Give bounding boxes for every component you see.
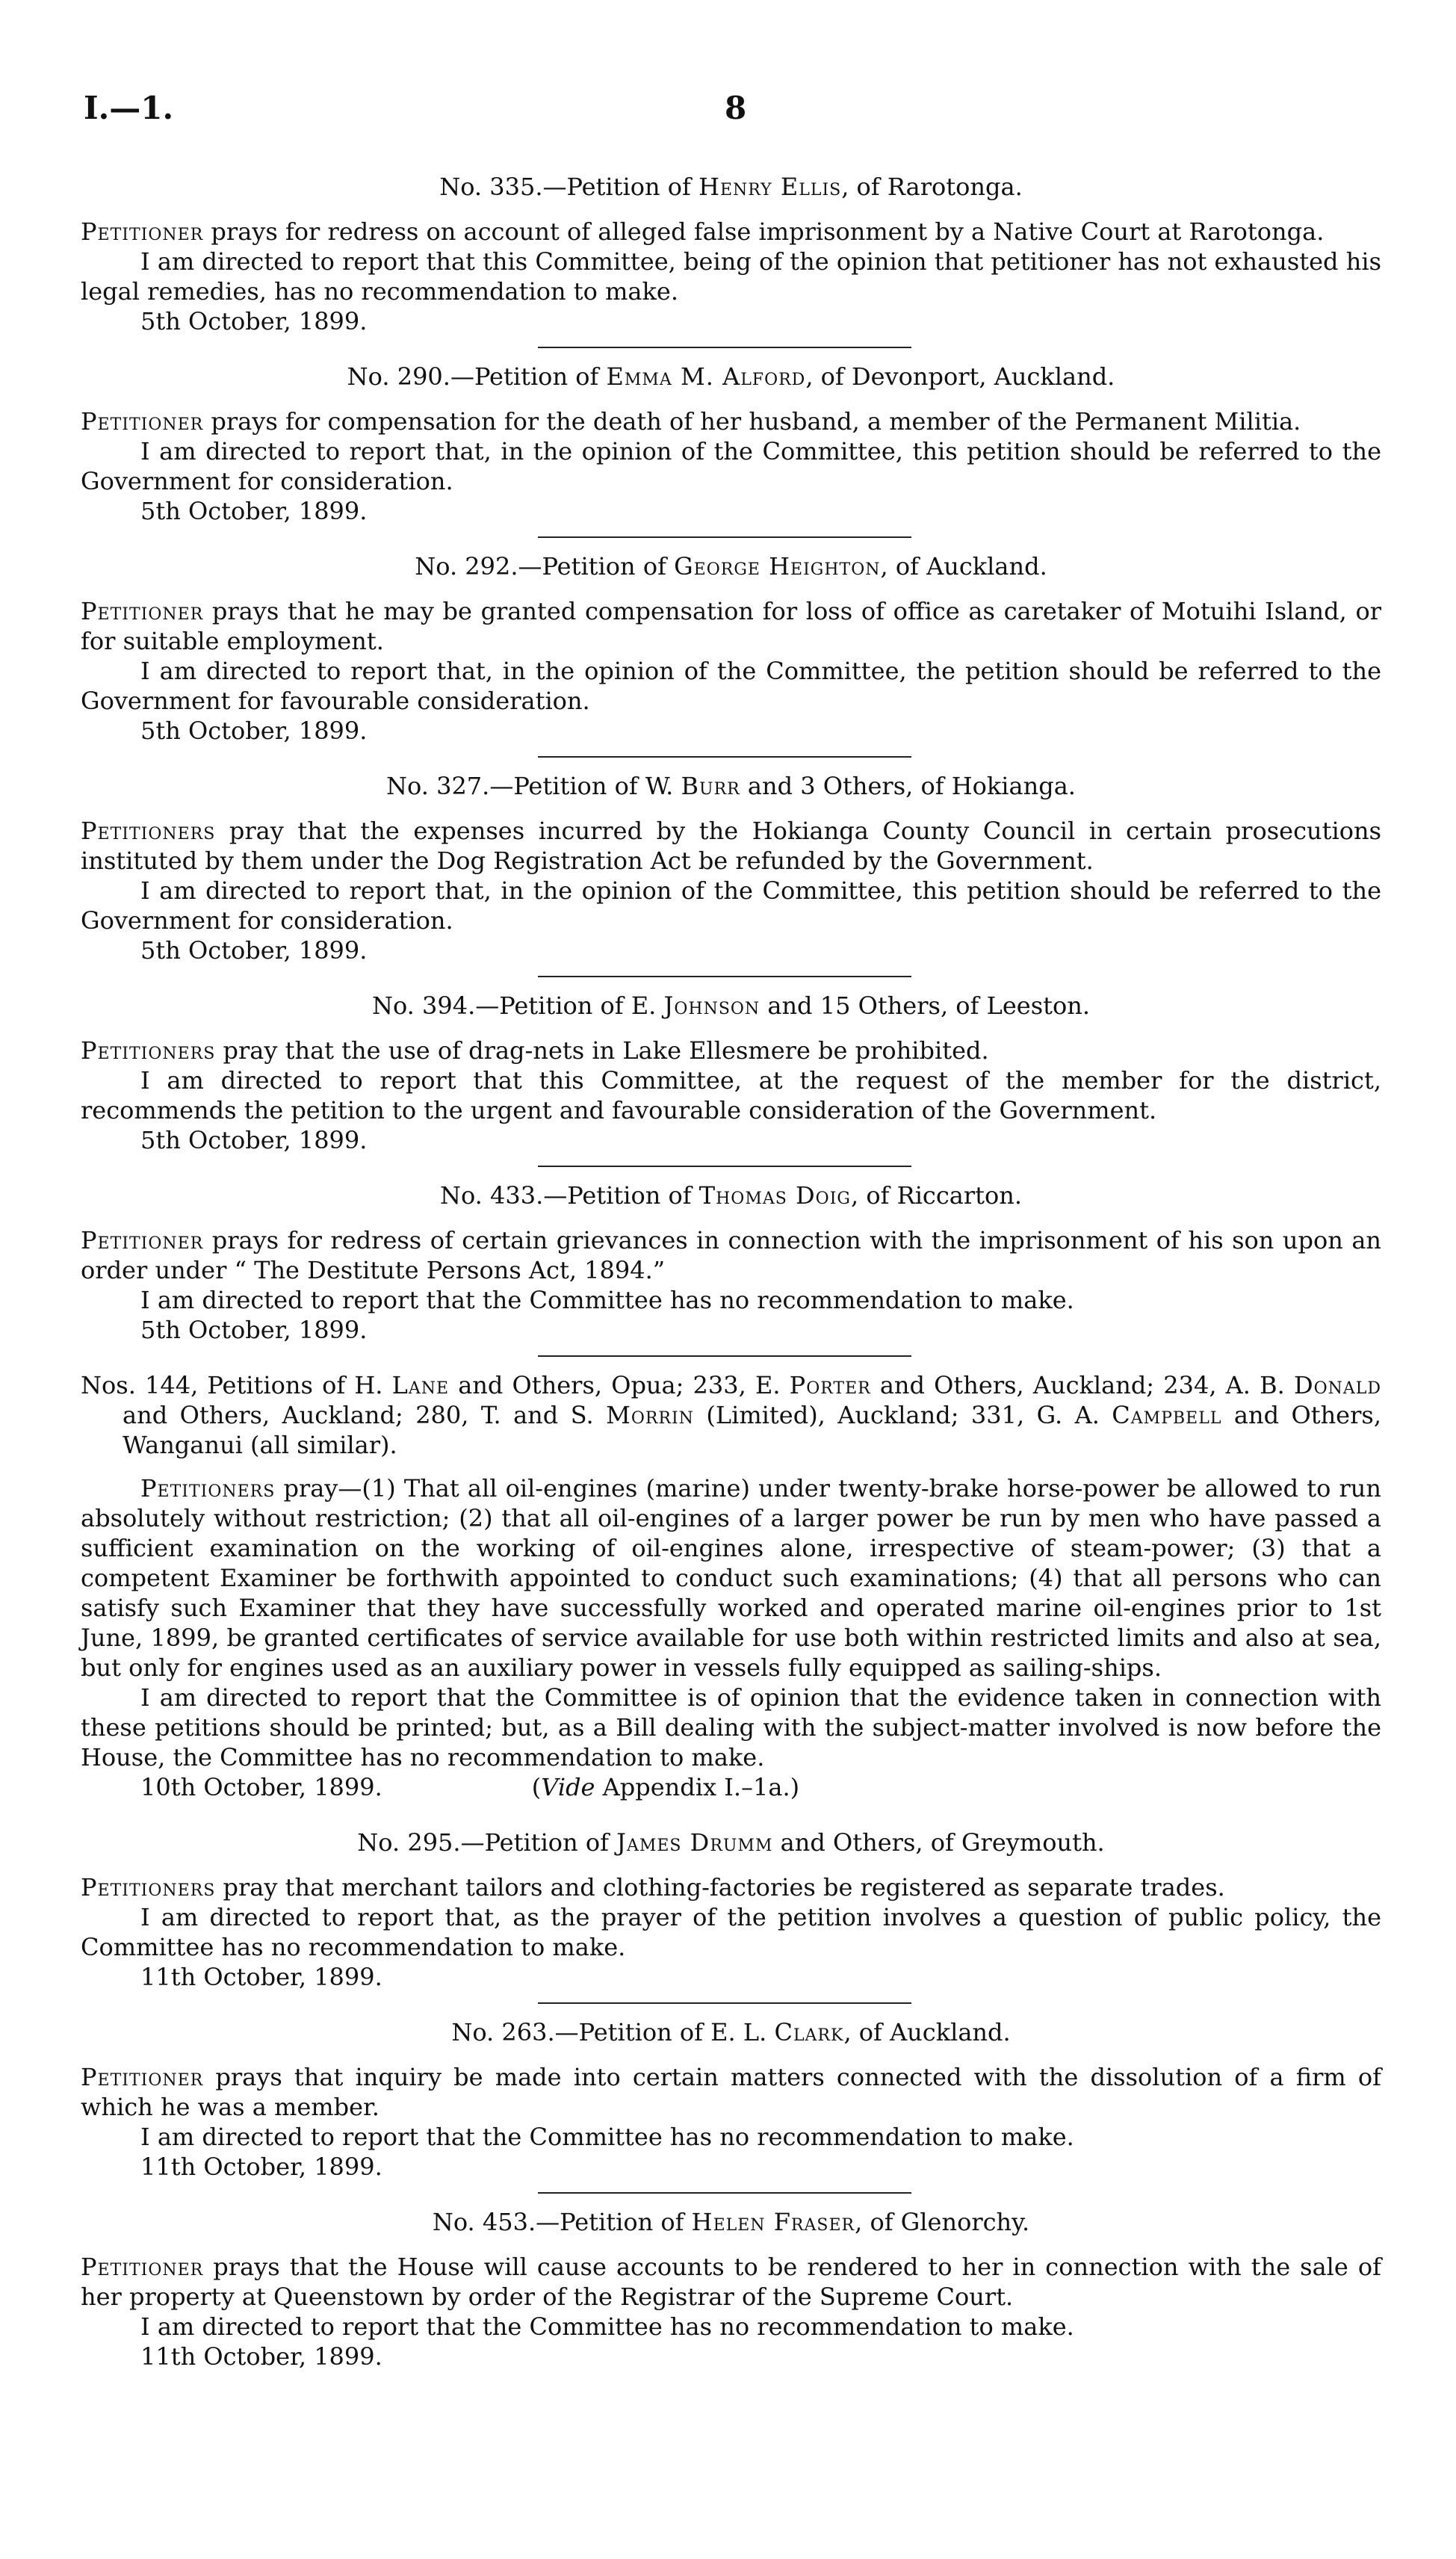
prayer-text: prays that he may be granted compensation for loss of office as caretaker of Motuihi Island, or for suitable employment.	[81, 597, 1381, 655]
page-header	[81, 90, 1381, 134]
petition-report: I am directed to report that, in the opinion of the Committee, this petition should be referred to the Government for consideration.	[81, 876, 1381, 935]
petition	[81, 1181, 1381, 1357]
heading-suffix: and 3 Others, of Hokianga.	[740, 772, 1076, 800]
petitioner-lead: Petitioner	[81, 2253, 204, 2281]
heading-prefix: No. 394.—Petition of E.	[371, 991, 664, 1020]
petition-date: 11th October, 1899.	[140, 2153, 382, 2181]
prayer-text: prays that inquiry be made into certain matters connected with the dissolution of a firm of which he was a member.	[81, 2063, 1381, 2121]
petitions-section-1	[81, 172, 1381, 1357]
petition	[81, 172, 1381, 348]
heading-prefix: No. 290.—Petition of	[347, 362, 607, 391]
petitioner-name: Henry Ellis	[698, 173, 842, 201]
prayer-text: pray that merchant tailors and clothing-factories be registered as separate trades.	[215, 1873, 1225, 1902]
heading-suffix: , of Auckland.	[880, 552, 1047, 581]
petitioner-lead: Petitioner	[81, 217, 204, 246]
prayer-text: prays for redress of certain grievances in connection with the imprisonment of his son upon an order under “ The Destitute Persons Act, 1894.”	[81, 1226, 1381, 1284]
petition-date: 11th October, 1899.	[140, 1963, 382, 1991]
prayer-text: prays for compensation for the death of her husband, a member of the Permanent Militia.	[203, 407, 1301, 436]
petitioner-name: Johnson	[663, 991, 760, 1020]
petition-report: I am directed to report that the Committee has no recommendation to make.	[140, 2123, 1074, 2151]
vide-open: (	[531, 1773, 542, 1801]
petition-report: I am directed to report that, in the opinion of the Committee, the petition should be referred to the Government for favourable consideration.	[81, 657, 1381, 715]
petition-prayer	[81, 1036, 1381, 1065]
petition-report: I am directed to report that, as the prayer of the petition involves a question of public policy, the Committee has no recommendation to make.	[81, 1903, 1381, 1961]
petition-date: 5th October, 1899.	[140, 936, 368, 965]
heading-text: (Limited), Auckland; 331, G. A.	[693, 1401, 1112, 1429]
prayer-text: prays for redress on account of alleged false imprisonment by a Native Court at Rarotonga.	[203, 217, 1325, 246]
petition	[81, 362, 1381, 538]
petition-report: I am directed to report that this Committee, being of the opinion that petitioner has not exhausted his legal remedies, has no recommendation to make.	[81, 247, 1381, 306]
petitioner-name: Donald	[1293, 1371, 1382, 1399]
section-divider	[538, 536, 911, 538]
petitioner-name: Emma M. Alford	[606, 362, 806, 391]
petition-date: 5th October, 1899.	[140, 1316, 368, 1344]
petitioner-name: George Heighton	[674, 552, 881, 581]
prayer-text: pray that the use of drag-nets in Lake Ellesmere be prohibited.	[215, 1036, 989, 1065]
petitioner-lead: Petitioner	[81, 597, 204, 625]
petition-heading	[81, 551, 1381, 581]
petition-heading	[81, 771, 1381, 801]
petition-prayer	[81, 596, 1381, 656]
petitioner-lead: Petitioner	[81, 1226, 204, 1254]
prayer-text: pray that the expenses incurred by the Hokianga County Council in certain prosecutions instituted by them under the Dog Registration Act be refunded by the Government.	[81, 817, 1381, 875]
petition-prayer	[81, 816, 1381, 876]
heading-text: Nos. 144, Petitions of H.	[81, 1371, 392, 1399]
heading-prefix: No. 327.—Petition of W.	[386, 772, 681, 800]
petitioner-lead: Petitioners	[81, 1873, 216, 1902]
heading-suffix: and 15 Others, of Leeston.	[760, 991, 1091, 1020]
petitioner-lead: Petitioner	[81, 407, 204, 436]
petition-report: I am directed to report that the Committee has no recommendation to make.	[140, 1286, 1074, 1314]
section-divider	[538, 756, 911, 758]
petition-report: I am directed to report that the Committee is of opinion that the evidence taken in connection with these petitions should be printed; but, as a Bill dealing with the subject-matter involved is now before the House, the Committee has no recommendation to make.	[81, 1683, 1381, 1772]
section-divider	[538, 2192, 911, 2194]
heading-prefix: No. 335.—Petition of	[439, 173, 699, 201]
petition-prayer	[81, 217, 1381, 247]
petition-heading	[81, 172, 1381, 202]
heading-text: and Others, Auckland; 234, A. B.	[870, 1371, 1294, 1399]
petitioner-name: James Drumm	[616, 1828, 773, 1857]
prayer-text: pray—(1) That all oil-engines (marine) under twenty-brake horse-power be allowed to run absolutely without restriction; (2) that all oil-engines of a larger power be run by men who have passed a sufficient examination on the working of oil-engines alone, irrespective of steam-power; (3) that a competent Examiner be forthwith appointed to conduct such examinations; (4) that all persons who can satisfy such Examiner that they have successfully worked and operated marine oil-engines prior to 1st June, 1899, be granted certificates of service available for use both within restricted limits and also at sea, but only for engines used as an auxiliary power in vessels fully equipped as sailing-ships.	[81, 1474, 1381, 1682]
petition-prayer	[81, 1225, 1381, 1285]
petition	[81, 991, 1381, 1167]
petition-report: I am directed to report that this Committee, at the request of the member for the district, recommends the petition to the urgent and favourable consideration of the Government.	[81, 1066, 1381, 1124]
petition-heading	[81, 1181, 1381, 1210]
vide-appendix: Appendix I.–1a.)	[595, 1773, 800, 1801]
heading-text: and Others, Opua; 233, E.	[449, 1371, 790, 1399]
petition-heading	[81, 1828, 1381, 1857]
heading-prefix: No. 433.—Petition of	[439, 1181, 699, 1210]
heading-suffix: , of Riccarton.	[850, 1181, 1023, 1210]
prayer-text: prays that the House will cause accounts to be rendered to her in connection with the sale of her property at Queenstown by order of the Registrar of the Supreme Court.	[81, 2253, 1381, 2311]
petition-prayer	[81, 1872, 1381, 1902]
petition	[81, 2207, 1381, 2371]
vide-reference	[532, 1772, 799, 1802]
petition-prayer	[81, 406, 1381, 436]
petitioner-lead: Petitioner	[81, 2063, 204, 2091]
section-divider	[538, 2002, 911, 2004]
petition	[81, 551, 1381, 758]
petition-prayer	[81, 2062, 1381, 2122]
page-number: 8	[725, 90, 747, 126]
heading-text: and Others, Auckland; 280, T. and S.	[123, 1401, 607, 1429]
petition-date: 10th October, 1899.	[140, 1773, 382, 1801]
heading-text: and Others, Wanganui (all similar).	[123, 1401, 1381, 1459]
heading-suffix: , of Rarotonga.	[841, 173, 1023, 201]
petitioner-name: Porter	[789, 1371, 871, 1399]
petition-date: 5th October, 1899.	[140, 307, 368, 335]
petition-heading	[81, 2207, 1381, 2237]
petition-date: 11th October, 1899.	[140, 2342, 382, 2371]
heading-suffix: , of Devonport, Auckland.	[805, 362, 1115, 391]
petition-prayer	[81, 2252, 1381, 2312]
petitions-section-2	[81, 1828, 1381, 2371]
heading-prefix: No. 263.—Petition of E. L.	[451, 2018, 775, 2046]
petitioners-lead: Petitioners	[140, 1474, 276, 1503]
page-id: I.—1.	[84, 90, 174, 126]
heading-prefix: No. 295.—Petition of	[357, 1828, 617, 1857]
petition-report: I am directed to report that, in the opinion of the Committee, this petition should be referred to the Government for consideration.	[81, 437, 1381, 495]
petitioner-name: Lane	[391, 1371, 450, 1399]
grouped-petitions	[81, 1370, 1381, 1814]
heading-prefix: No. 292.—Petition of	[415, 552, 675, 581]
heading-suffix: , of Auckland.	[843, 2018, 1011, 2046]
vide-word: Vide	[541, 1773, 595, 1801]
petition-heading	[81, 991, 1381, 1021]
section-divider	[538, 976, 911, 977]
petitioner-lead: Petitioners	[81, 1036, 216, 1065]
section-divider	[538, 347, 911, 348]
petition-prayer	[81, 1473, 1381, 1683]
section-divider	[538, 1166, 911, 1167]
petition-report: I am directed to report that the Committee has no recommendation to make.	[140, 2312, 1074, 2341]
petition	[81, 1828, 1381, 2004]
heading-suffix: and Others, of Greymouth.	[772, 1828, 1105, 1857]
heading-prefix: No. 453.—Petition of	[432, 2208, 692, 2236]
petitioner-name: Clark	[774, 2018, 844, 2046]
petitioner-name: Campbell	[1112, 1401, 1222, 1429]
petition-date: 5th October, 1899.	[140, 717, 368, 745]
petitioner-lead: Petitioners	[81, 817, 216, 845]
date-line	[81, 1772, 1381, 1802]
petition-heading	[81, 362, 1381, 392]
petition-heading	[81, 2017, 1381, 2047]
petitioner-name: Helen Fraser	[691, 2208, 855, 2236]
petition	[81, 771, 1381, 977]
grouped-heading	[81, 1370, 1381, 1460]
petitioner-name: Burr	[681, 772, 740, 800]
petition	[81, 2017, 1381, 2194]
section-divider	[538, 1355, 911, 1357]
petition-date: 5th October, 1899.	[140, 1126, 368, 1154]
petitioner-name: Thomas Doig	[698, 1181, 851, 1210]
petition-date: 5th October, 1899.	[140, 497, 368, 525]
petitioner-name: Morrin	[606, 1401, 694, 1429]
heading-suffix: , of Glenorchy.	[855, 2208, 1030, 2236]
